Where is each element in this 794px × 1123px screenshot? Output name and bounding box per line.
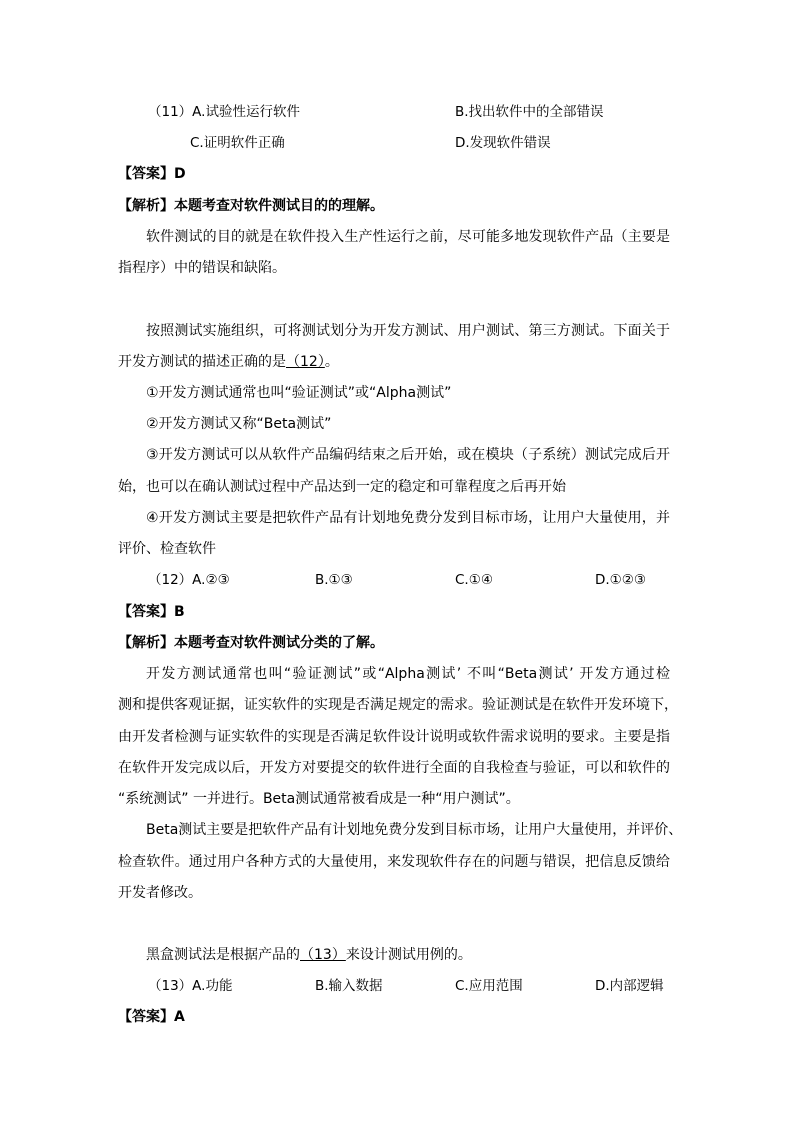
q13-option-c: C.应用范围 — [455, 978, 523, 994]
stem-text: 。 — [324, 354, 339, 370]
q12-analysis-line: 开发方测试通常也叫“验证测试”或“Alpha测试’ 不叫“Beta测试’ 开发方通过检 — [146, 666, 670, 682]
stem-text: 来设计测试用例的。 — [345, 947, 472, 963]
answer-value: A — [174, 1009, 185, 1025]
q12-analysis-line: 开发者修改。 — [118, 885, 202, 901]
q12-statement: ②开发方测试又称“Beta测试” — [146, 416, 332, 432]
q12-analysis-line: “系统测试” 一并进行。Beta测试通常被看成是一种“用户测试”。 — [118, 791, 520, 807]
q12-stem-line — [118, 352, 670, 372]
q12-statement: 评价、检查软件 — [118, 541, 216, 557]
q12-analysis-heading — [118, 633, 670, 653]
q12-statement: 始，也可以在确认测试过程中产品达到一定的稳定和可靠程度之后再开始 — [118, 479, 566, 495]
q12-option-a: （12）A.②③ — [148, 572, 230, 588]
q12-analysis-line: 检查软件。通过用户各种方式的大量使用，来发现软件存在的问题与错误，把信息反馈给 — [118, 854, 670, 870]
q13-answer — [118, 1007, 670, 1027]
q13-stem — [146, 945, 670, 965]
q11-option-b: B.找出软件中的全部错误 — [455, 104, 604, 120]
q11-option-c: C.证明软件正确 — [190, 135, 285, 151]
stem-text: 开发方测试的描述正确的是 — [118, 354, 286, 370]
q11-analysis-line: 指程序）中的错误和缺陷。 — [118, 260, 286, 276]
q11-option-d: D.发现软件错误 — [455, 135, 551, 151]
q12-statement: ①开发方测试通常也叫“验证测试”或“Alpha测试” — [146, 385, 452, 401]
q11-analysis-line: 软件测试的目的就是在软件投入生产性运行之前，尽可能多地发现软件产品（主要是 — [146, 229, 670, 245]
q12-statement: ③开发方测试可以从软件产品编码结束之后开始，或在模块（子系统）测试完成后开 — [146, 447, 670, 463]
q12-analysis-line: 在软件开发完成以后，开发方对要提交的软件进行全面的自我检查与验证，可以和软件的 — [118, 760, 670, 776]
answer-blank: （12） — [286, 354, 325, 370]
q11-answer — [118, 164, 670, 184]
q12-answer — [118, 602, 670, 622]
stem-text: 黑盒测试法是根据产品的 — [146, 947, 300, 963]
q12-option-b: B.①③ — [315, 572, 353, 588]
q12-statement: ④开发方测试主要是把软件产品有计划地免费分发到目标市场，让用户大量使用，并 — [146, 510, 670, 526]
q13-option-a: （13）A.功能 — [148, 978, 233, 994]
q11-analysis-heading — [118, 196, 670, 216]
q12-analysis-line: Beta测试主要是把软件产品有计划地免费分发到目标市场，让用户大量使用，并评价、 — [146, 822, 683, 838]
answer-label: 【答案】 — [118, 1009, 174, 1025]
q12-option-c: C.①④ — [455, 572, 493, 588]
analysis-title: 本题考查对软件测试目的的理解。 — [174, 198, 384, 214]
q13-option-d: D.内部逻辑 — [595, 978, 664, 994]
q12-analysis-line: 测和提供客观证据，证实软件的实现是否满足规定的需求。验证测试是在软件开发环境下， — [118, 697, 678, 713]
analysis-title: 本题考查对软件测试分类的了解。 — [174, 635, 384, 651]
analysis-label: 【解析】 — [118, 635, 174, 651]
answer-label: 【答案】 — [118, 166, 174, 182]
answer-value: B — [174, 604, 185, 620]
q13-option-b: B.输入数据 — [315, 978, 383, 994]
answer-label: 【答案】 — [118, 604, 174, 620]
q12-option-d: D.①②③ — [595, 572, 646, 588]
analysis-label: 【解析】 — [118, 198, 174, 214]
q12-stem-line: 按照测试实施组织，可将测试划分为开发方测试、用户测试、第三方测试。下面关于 — [146, 323, 670, 339]
q11-option-a: （11）A.试验性运行软件 — [148, 104, 300, 120]
answer-blank: （13） — [300, 947, 346, 963]
q12-analysis-line: 由开发者检测与证实软件的实现是否满足软件设计说明或软件需求说明的要求。主要是指 — [118, 729, 670, 745]
answer-value: D — [174, 166, 186, 182]
